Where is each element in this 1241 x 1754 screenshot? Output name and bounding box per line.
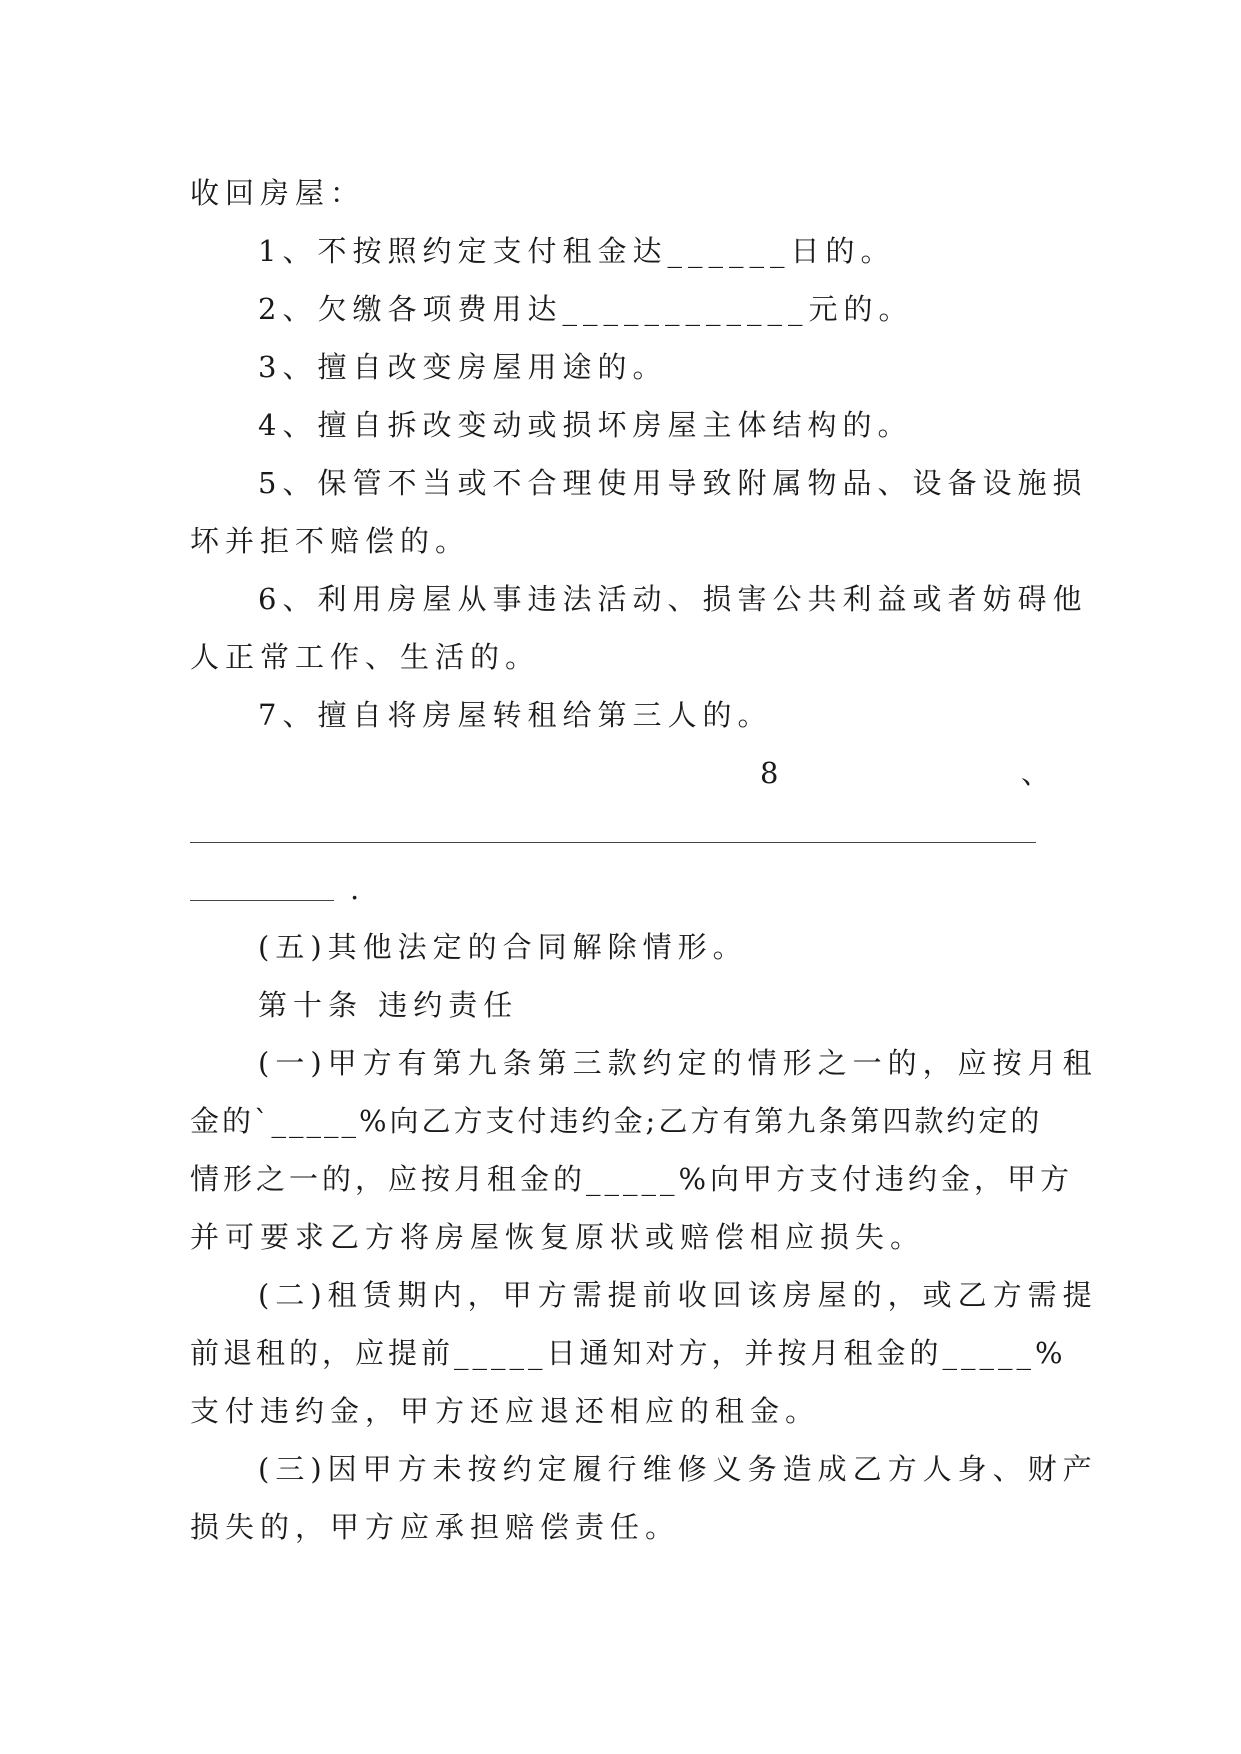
clause-item-8-number: 8 [760, 756, 785, 790]
clause-item-5: 5、保管不当或不合理使用导致附属物品、设备设施损 [258, 466, 1088, 500]
clause-item-3: 3、擅自改变房屋用途的。 [258, 350, 668, 384]
blank-line-end-mark: . [350, 872, 366, 906]
article-ten-para-3: (三)因甲方未按约定履行维修义务造成乙方人身、财产 [258, 1452, 1098, 1486]
document-page [190, 164, 1098, 1556]
article-ten-para-2: (二)租赁期内，甲方需提前收回该房屋的，或乙方需提 [258, 1278, 1098, 1312]
article-ten-para-1: (一)甲方有第九条第三款约定的情形之一的，应按月租 [258, 1046, 1098, 1080]
clause-item-6-continued: 人正常工作、生活的。 [190, 640, 541, 674]
article-ten-para-1-line-3: 情形之一的，应按月租金的_____%向甲方支付违约金，甲方 [190, 1162, 1074, 1196]
article-ten-para-2-line-3: 支付违约金，甲方还应退还相应的租金。 [190, 1394, 821, 1428]
article-ten-para-3-line-2: 损失的，甲方应承担赔偿责任。 [190, 1510, 681, 1544]
clause-five: (五)其他法定的合同解除情形。 [258, 930, 748, 964]
underline-rule [190, 842, 1036, 843]
clause-item-1: 1、不按照约定支付租金达______日的。 [258, 234, 896, 268]
clause-item-7: 7、擅自将房屋转租给第三人的。 [258, 698, 773, 732]
blank-line-short [190, 860, 1056, 918]
clause-item-5-continued: 坏并拒不赔偿的。 [190, 524, 471, 558]
article-ten-heading: 第十条 违约责任 [258, 988, 519, 1022]
clause-item-8-mark: 、 [1020, 756, 1056, 790]
text-line: 收回房屋： [190, 176, 366, 210]
clause-item-6: 6、利用房屋从事违法活动、损害公共利益或者妨碍他 [258, 582, 1088, 616]
article-ten-para-1-line-2: 金的`_____%向乙方支付违约金;乙方有第九条第四款约定的 [190, 1104, 1043, 1138]
underline-rule [190, 900, 334, 901]
blank-line-long [190, 802, 1056, 860]
article-ten-para-1-line-4: 并可要求乙方将房屋恢复原状或赔偿相应损失。 [190, 1220, 926, 1254]
clause-item-2: 2、欠缴各项费用达____________元的。 [258, 292, 914, 326]
clause-item-8 [190, 744, 1056, 802]
article-ten-para-2-line-2: 前退租的，应提前_____日通知对方，并按月租金的_____% [190, 1336, 1067, 1370]
clause-item-4: 4、擅自拆改变动或损坏房屋主体结构的。 [258, 408, 913, 442]
